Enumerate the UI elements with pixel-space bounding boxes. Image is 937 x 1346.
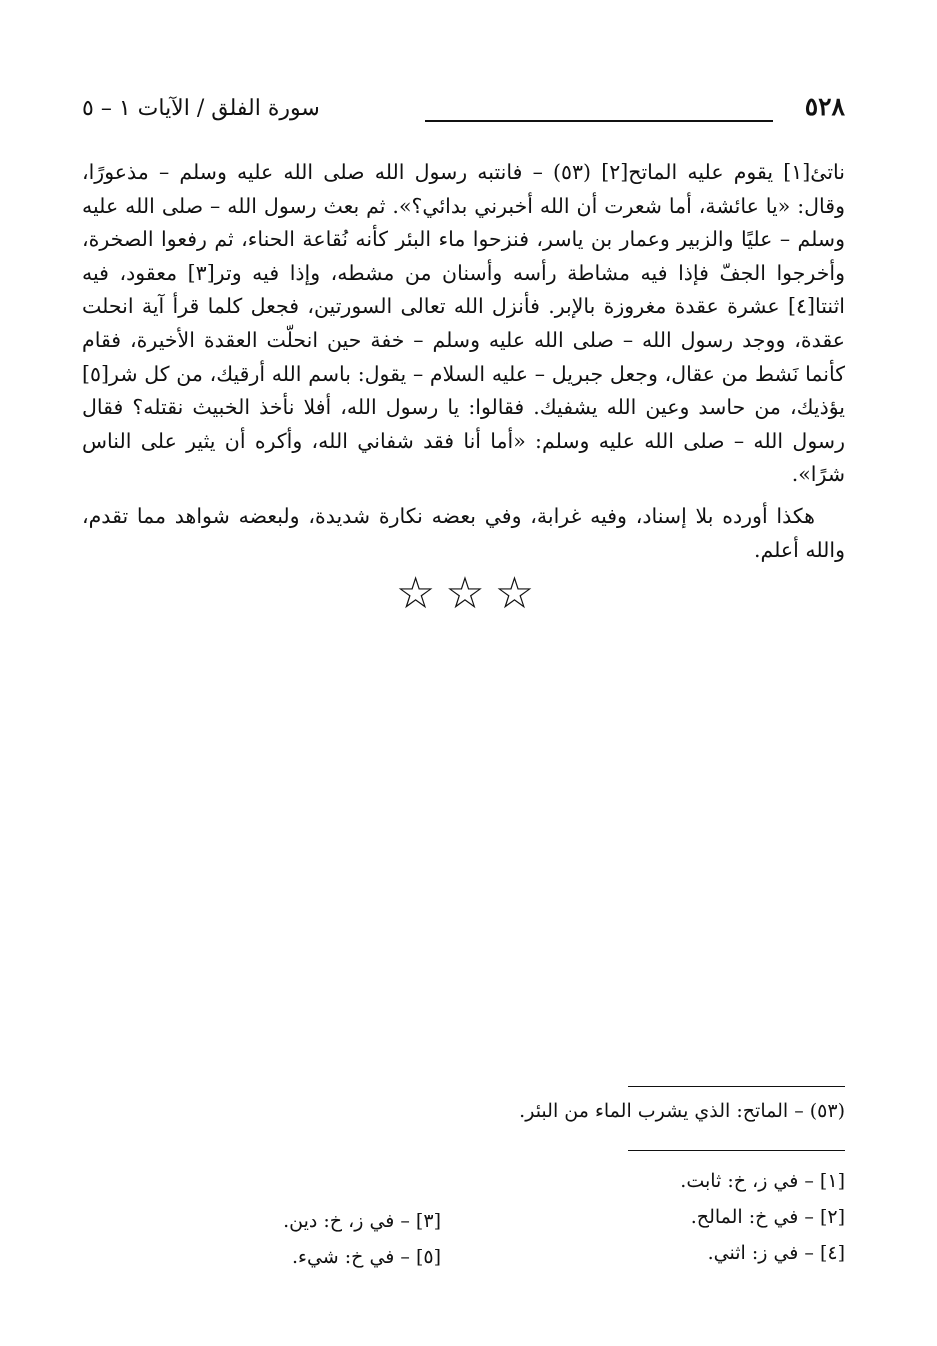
footnote-variant-3: [٣] – في ز، خ: دين.	[283, 1210, 441, 1232]
running-title: سورة الفلق / الآيات ١ – ٥	[82, 96, 320, 121]
footnote-rule-bottom	[628, 1150, 845, 1151]
body-paragraph-2: هكذا أورده بلا إسناد، وفيه غرابة، وفي بعضه نكارة شديدة، ولبعضه شواهد مما تقدم، والله أعلم.	[82, 503, 845, 562]
page-header	[82, 92, 845, 132]
body-paragraph-1: ناتئ[١] يقوم عليه الماتح[٢] (٥٣) – فانتبه رسول الله صلى الله عليه وسلم – مذعورًا، وقال: «يا عائشة، أما شعرت أن الله أخبرني بدائي؟». ثم بعث رسول الله – صلى الله عليه وسلم – عليًا والزبير وعمار بن ياسر، فنزحوا ماء البئر كأنه نُقاعة الحناء، ثم رفعوا الصخرة، وأخرجوا الجفّ فإذا فيه مشاطة رأسه وأسنان من مشطه، وإذا فيه وتر[٣] معقود، فيه اثنتا[٤] عشرة عقدة مغروزة بالإبر. فأنزل الله تعالى السورتين، فجعل كلما قرأ آية انحلت عقدة، ووجد رسول الله – صلى الله عليه وسلم – خفة حين انحلّت العقدة الأخيرة، فقام كأنما نَشط من عقال، وجعل جبريل – عليه السلام – يقول: باسم الله أرقيك، من كل شر[٥] يؤذيك، من حاسد وعين الله يشفيك. فقالوا: يا رسول الله، أفلا نأخذ الخبيث نقتله؟ فقال رسول الله – صلى الله عليه وسلم: «أما أنا فقد شفاني الله، وأكره أن يثير على الناس شرًا».	[82, 160, 845, 487]
star-separator-icon: ☆☆☆	[395, 568, 545, 619]
footnote-variant-2: [٢] – في خ: المالح.	[690, 1206, 845, 1228]
footnote-rule-top	[628, 1086, 845, 1087]
body-text	[82, 156, 845, 567]
footnote-variant-5: [٥] – في خ: شيء.	[291, 1246, 441, 1268]
footnote-main: (٥٣) – الماتح: الذي يشرب الماء من البئر.	[519, 1100, 845, 1122]
footnote-variant-1: [١] – في ز، خ: ثابت.	[680, 1170, 845, 1192]
footnote-variant-4: [٤] – في ز: اثني.	[707, 1242, 845, 1264]
header-rule	[425, 120, 773, 122]
page-number: ٥٢٨	[804, 92, 845, 121]
